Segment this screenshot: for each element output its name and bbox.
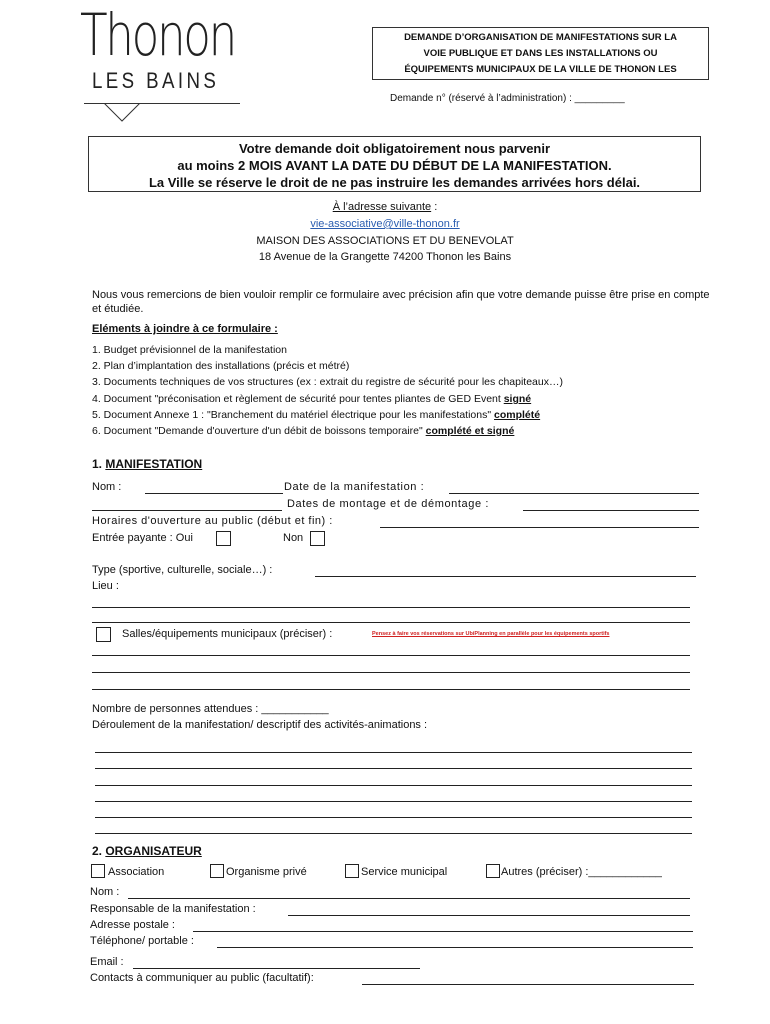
list-item xyxy=(92,409,540,421)
organisme-prive-label: Organisme privé xyxy=(226,866,307,878)
ubiplanning-note: Pensez à faire vos réservations sur UbiPlanning en parallèle pour les équipements sportifs xyxy=(372,631,610,637)
deroulement-field[interactable] xyxy=(95,785,692,786)
form-title-line: ÉQUIPEMENTS MUNICIPAUX DE LA VILLE DE THONON LES xyxy=(404,64,677,75)
form-title-line: DEMANDE D’ORGANISATION DE MANIFESTATIONS SUR LA xyxy=(404,32,677,43)
address-label xyxy=(0,201,770,213)
logo-chevron-icon xyxy=(104,103,140,123)
section-organisateur-title xyxy=(92,844,202,858)
association-checkbox[interactable] xyxy=(91,864,105,878)
list-item-text: 6. Document "Demande d'ouverture d'un débit de boissons temporaire" xyxy=(92,425,426,437)
lieu-field[interactable] xyxy=(92,622,690,623)
telephone-field[interactable] xyxy=(217,947,693,948)
list-item-text: 4. Document "préconisation et règlement de sécurité pour tentes pliantes de GED Event xyxy=(92,393,504,405)
deroulement-field[interactable] xyxy=(95,817,692,818)
contact-email-row xyxy=(0,218,770,230)
lieu-field[interactable] xyxy=(92,607,690,608)
deroulement-field[interactable] xyxy=(95,801,692,802)
list-item-emphasis: signé xyxy=(503,393,532,405)
entree-oui-checkbox[interactable] xyxy=(216,531,231,546)
adresse-label: Adresse postale : xyxy=(90,919,175,931)
salles-field[interactable] xyxy=(92,689,690,690)
nom-label: Nom : xyxy=(92,481,122,493)
personnes-label: Nombre de personnes attendues : ___________ xyxy=(92,703,329,715)
form-title-box xyxy=(372,27,709,80)
horaires-field[interactable] xyxy=(380,527,699,528)
address-label-text: À l’adresse suivante xyxy=(332,201,432,213)
lieu-label: Lieu : xyxy=(92,580,119,592)
org-nom-field[interactable] xyxy=(128,898,690,899)
section-manifestation-title xyxy=(92,457,202,471)
list-item-text: 3. Documents techniques de vos structures (ex : extrait du registre de sécurité pour les chapiteaux…) xyxy=(92,376,563,388)
deroulement-field[interactable] xyxy=(95,752,692,753)
autres-label: Autres (préciser) :____________ xyxy=(501,866,662,878)
type-label: Type (sportive, culturelle, sociale…) : xyxy=(92,564,273,576)
notice-line: Votre demande doit obligatoirement nous parvenir xyxy=(238,141,551,156)
list-item xyxy=(92,425,514,437)
date-label: Date de la manifestation : xyxy=(284,481,425,493)
contacts-label: Contacts à communiquer au public (facultatif): xyxy=(90,972,314,984)
street-address: 18 Avenue de la Grangette 74200 Thonon les Bains xyxy=(258,251,512,263)
notice-line: au moins 2 MOIS AVANT LA DATE DU DÉBUT DE LA MANIFESTATION. xyxy=(177,158,612,173)
email-field[interactable] xyxy=(133,968,420,969)
entree-payante-label: Entrée payante : Oui xyxy=(92,532,193,544)
salles-field[interactable] xyxy=(92,672,690,673)
telephone-label: Téléphone/ portable : xyxy=(90,935,194,947)
section-title-text: ORGANISATEUR xyxy=(105,844,202,858)
logo-subtitle: LES BAINS xyxy=(92,68,220,93)
organization-name: MAISON DES ASSOCIATIONS ET DU BENEVOLAT xyxy=(256,235,514,247)
list-item xyxy=(92,376,563,388)
contact-email-link[interactable]: vie-associative@ville-thonon.fr xyxy=(310,218,460,230)
association-label: Association xyxy=(108,866,165,878)
montage-field[interactable] xyxy=(523,510,699,511)
deroulement-label: Déroulement de la manifestation/ descriptif des activités-animations : xyxy=(92,719,428,731)
horaires-label: Horaires d'ouverture au public (début et fin) : xyxy=(92,515,333,527)
salles-field[interactable] xyxy=(92,655,690,656)
service-municipal-label: Service municipal xyxy=(361,866,448,878)
email-label: Email : xyxy=(90,956,124,968)
nom-field-continued[interactable] xyxy=(92,510,282,511)
entree-non-checkbox[interactable] xyxy=(310,531,325,546)
deroulement-field[interactable] xyxy=(95,833,692,834)
address-label-colon: : xyxy=(431,201,438,213)
list-item-text: 5. Document Annexe 1 : "Branchement du matériel électrique pour les manifestations" xyxy=(92,409,495,421)
section-number: 2. xyxy=(92,844,106,858)
demande-number: Demande n° (réservé à l’administration) : _________ xyxy=(390,93,625,104)
entree-non-label: Non xyxy=(283,532,304,544)
salles-label: Salles/équipements municipaux (préciser) : xyxy=(122,628,333,640)
salles-checkbox[interactable] xyxy=(96,627,111,642)
organisme-prive-checkbox[interactable] xyxy=(210,864,224,878)
notice-line: La Ville se réserve le droit de ne pas instruire les demandes arrivées hors délai. xyxy=(148,175,641,190)
montage-label: Dates de montage et de démontage : xyxy=(287,498,490,510)
contacts-field[interactable] xyxy=(362,984,694,985)
list-item-text: 1. Budget prévisionnel de la manifestation xyxy=(92,344,287,356)
elements-title: Eléments à joindre à ce formulaire : xyxy=(92,323,278,335)
org-nom-label: Nom : xyxy=(90,886,120,898)
list-item xyxy=(92,360,349,372)
date-field[interactable] xyxy=(449,493,699,494)
list-item xyxy=(92,393,531,405)
list-item xyxy=(92,344,287,356)
adresse-field[interactable] xyxy=(193,931,693,932)
type-field[interactable] xyxy=(315,576,696,577)
logo-wordmark: Thonon xyxy=(80,1,235,69)
service-municipal-checkbox[interactable] xyxy=(345,864,359,878)
deroulement-field[interactable] xyxy=(95,768,692,769)
deadline-notice xyxy=(88,136,701,192)
list-item-emphasis: complété xyxy=(494,409,541,421)
section-number: 1. xyxy=(92,457,106,471)
intro-paragraph: Nous vous remercions de bien vouloir remplir ce formulaire avec précision afin que votre demande puisse être prise en compte et étudiée. xyxy=(92,289,710,315)
list-item-text: 2. Plan d’implantation des installations (précis et métré) xyxy=(92,360,350,372)
responsable-label: Responsable de la manifestation : xyxy=(90,903,256,915)
nom-field[interactable] xyxy=(145,493,283,494)
form-title-line: VOIE PUBLIQUE ET DANS LES INSTALLATIONS OU xyxy=(423,48,658,59)
autres-checkbox[interactable] xyxy=(486,864,500,878)
section-title-text: MANIFESTATION xyxy=(105,457,203,471)
list-item-emphasis: complété et signé xyxy=(425,425,515,437)
responsable-field[interactable] xyxy=(288,915,690,916)
